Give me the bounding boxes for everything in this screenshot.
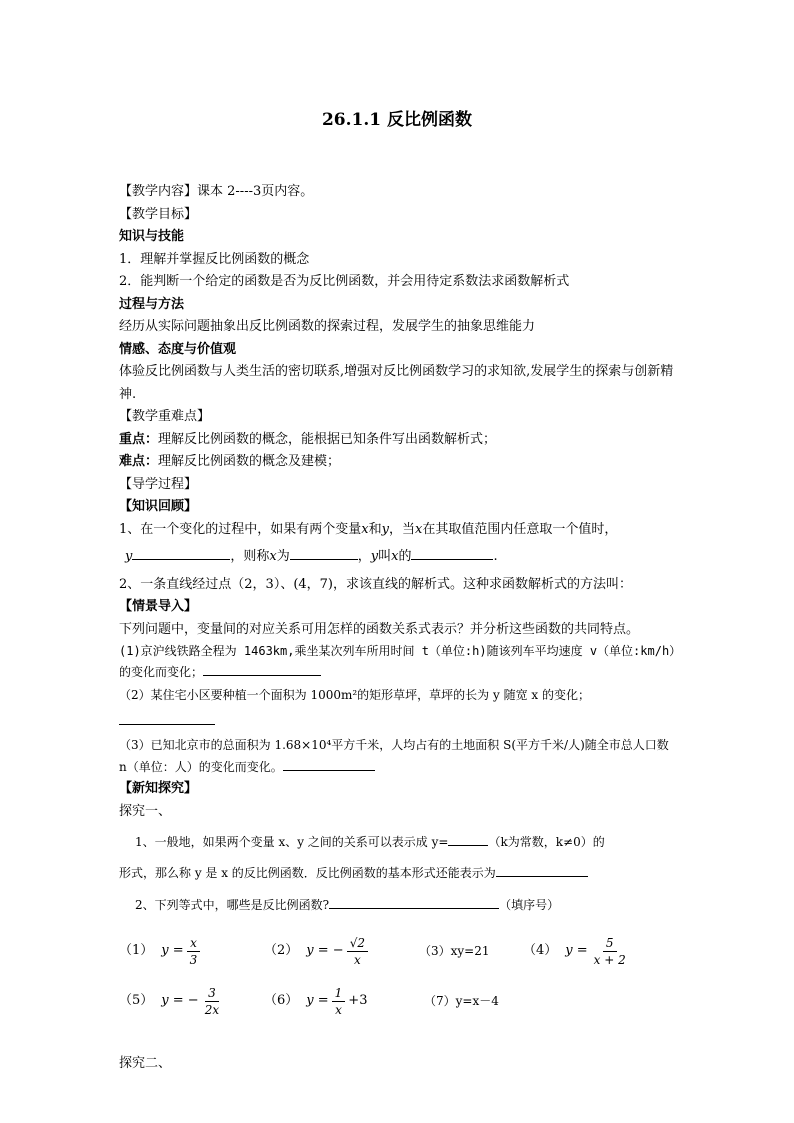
scene-item-3 [119, 734, 679, 778]
blank-5[interactable] [119, 710, 215, 725]
equation-4-lhs: y = [565, 943, 588, 959]
scene-item-3-text: （3）已知北京市的总面积为 1.68×10⁴平方千米，人均占有的土地面积 S(平方千米/人)随全市总人口数 n（单位：人）的变化而变化。 [119, 738, 669, 774]
equation-6-label: （6） [264, 993, 299, 1009]
explore-1-heading: 探究一、 [119, 803, 172, 819]
explore-q1-text-a: 1、一般地，如果两个变量 x、y 之间的关系可以表示成 y= [135, 835, 449, 849]
equation-6 [264, 985, 424, 1018]
equation-2-lhs: y = − [306, 943, 344, 959]
process-text: 经历从实际问题抽象出反比例函数的探索过程，发展学生的抽象思维能力 [119, 319, 536, 334]
teaching-goals-heading: 【教学目标】 [119, 206, 198, 222]
review-q1-comma: ， [357, 549, 371, 564]
review-heading: 【知识回顾】 [119, 499, 198, 514]
equation-6-numerator: 1 [332, 985, 346, 1002]
key-text: 理解反比例函数的概念，能根据已知条件写出函数解析式； [158, 431, 497, 447]
review-q1-text-c: 在其取值范围内任意取一个值时， [422, 521, 618, 537]
review-q1-text-d: ，则称 [230, 549, 270, 564]
explore-q1-text-c: 形式，那么称 y 是 x 的反比例函数．反比例函数的基本形式还能表示为 [119, 865, 496, 880]
explore-2-heading: 探究二、 [119, 1055, 172, 1071]
equation-5-lhs: y = − [161, 993, 199, 1009]
difficulty-text: 理解反比例函数的概念及建模； [158, 454, 341, 469]
equation-1-fraction [187, 935, 201, 968]
difficulty-label: 难点： [119, 454, 159, 469]
equation-2 [264, 935, 419, 968]
equation-5-label: （5） [119, 993, 154, 1009]
review-q1-line1 [119, 519, 679, 542]
page-title: 26.1.1 反比例函数 [321, 110, 473, 130]
var-x-3: x [269, 549, 277, 564]
var-x-4: x [391, 549, 399, 564]
equation-4 [523, 935, 632, 968]
new-knowledge-heading: 【新知探究】 [119, 781, 198, 796]
blank-7[interactable] [448, 831, 488, 846]
review-q1-text-a: 1、在一个变化的过程中，如果有两个变量 [119, 521, 362, 537]
teaching-content: 【教学内容】课本 2----3页内容。 [119, 184, 314, 199]
equation-5-denominator: 2x [204, 1003, 220, 1017]
scene-item-1-text: (1)京沪线铁路全程为 1463km,乘坐某次列车所用时间 t（单位:h)随该列车平均速度 v（单位:km/h）的变化而变化； [119, 644, 676, 679]
blank-2[interactable] [290, 545, 358, 560]
document-body [119, 181, 679, 1075]
explore-q1-line1 [119, 831, 679, 854]
review-q1-period: . [493, 549, 498, 564]
explore-q2-text-a: 2、下列等式中，哪些是反比例函数? [135, 898, 330, 912]
review-q1-text-g: 的 [398, 549, 412, 564]
review-q1-and: 和 [368, 521, 382, 537]
guide-process-heading: 【导学过程】 [119, 476, 198, 492]
emotion-heading: 情感、态度与价值观 [119, 341, 237, 357]
goal-item-2: 2．能判断一个给定的函数是否为反比例函数，并会用待定系数法求函数解析式 [119, 274, 570, 289]
scene-intro: 下列问题中，变量间的对应关系可用怎样的函数关系式表示？并分析这些函数的共同特点。 [119, 621, 640, 637]
scene-item-2 [119, 682, 679, 734]
equation-1 [119, 935, 264, 968]
emotion-text: 体验反比例函数与人类生活的密切联系,增强对反比例函数学习的求知欲,发展学生的探索与创新精神. [119, 364, 674, 402]
blank-1[interactable] [132, 545, 230, 560]
var-y: y [381, 521, 389, 537]
var-y-3: y [370, 549, 379, 564]
var-y-2: y [125, 549, 133, 564]
review-q1-text-e: 为 [276, 549, 290, 564]
blank-9[interactable] [329, 894, 499, 909]
equation-5 [119, 985, 264, 1018]
var-x-2: x [415, 521, 423, 537]
blank-4[interactable] [203, 661, 321, 676]
equation-1-denominator: 3 [189, 953, 198, 967]
blank-6[interactable] [283, 756, 375, 771]
equation-3: （3）xy=21 [419, 944, 490, 959]
scene-item-2-text: （2）某住宅小区要种植一个面积为 1000m²的矩形草坪，草坪的长为 y 随宽 x 的变化； [119, 688, 590, 702]
equation-1-label: （1） [119, 943, 154, 959]
equation-2-numerator: √2 [347, 935, 368, 952]
explore-q1-line2 [119, 862, 679, 885]
equation-row-2 [119, 977, 679, 1027]
goal-item-1: 1．理解并掌握反比例函数的概念 [119, 251, 310, 267]
equation-4-fraction [591, 935, 629, 968]
var-x: x [361, 521, 369, 537]
explore-q2-text-b: （填序号） [499, 898, 560, 912]
equation-4-label: （4） [523, 943, 558, 959]
difficulty-point [119, 451, 679, 474]
blank-3[interactable] [411, 545, 493, 560]
equation-5-fraction [202, 985, 222, 1018]
process-method-heading: 过程与方法 [119, 296, 185, 312]
blank-8[interactable] [496, 862, 588, 877]
scene-heading: 【情景导入】 [119, 599, 198, 614]
scene-item-1 [119, 641, 679, 682]
knowledge-skills-heading: 知识与技能 [119, 229, 185, 244]
equation-1-numerator: x [187, 935, 200, 952]
key-label: 重点： [119, 431, 159, 447]
review-q1-text-f: 叫 [378, 549, 392, 564]
review-q1-line2 [119, 545, 679, 569]
equation-6-lhs: y = [306, 993, 329, 1009]
review-q1-text-b: ，当 [389, 521, 416, 537]
key-difficulty-heading: 【教学重难点】 [119, 409, 211, 424]
equation-6-denominator: x [335, 1003, 342, 1017]
review-q2: 2、一条直线经过点（2，3）、(4，7)，求该直线的解析式。这种求函数解析式的方法叫： [119, 576, 632, 592]
explore-q1-text-b: （k为常数，k≠0）的 [488, 835, 605, 849]
equation-2-fraction [347, 935, 368, 968]
key-point [119, 429, 679, 452]
equation-2-label: （2） [264, 943, 299, 959]
equation-6-tail: +3 [348, 993, 368, 1009]
equation-6-fraction [332, 985, 346, 1018]
equation-2-denominator: x [353, 953, 361, 967]
equation-5-numerator: 3 [205, 985, 219, 1002]
equation-4-numerator: 5 [603, 935, 617, 952]
equation-7: （7）y=x－4 [424, 994, 499, 1009]
equation-4-denominator: x + 2 [593, 953, 626, 967]
equation-1-lhs: y = [161, 943, 184, 959]
explore-q2 [119, 894, 679, 917]
equation-row-1 [119, 927, 679, 977]
